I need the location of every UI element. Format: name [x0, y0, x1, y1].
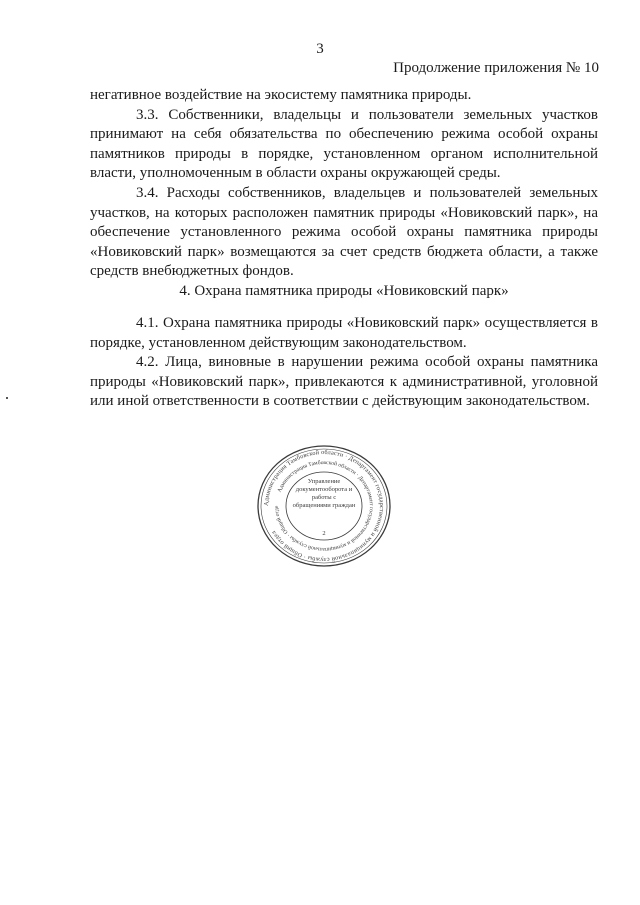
official-seal-stamp [254, 444, 394, 569]
section-4-title: 4. Охрана памятника природы «Новиковский парк» [179, 283, 509, 299]
annex-continuation-note: Продолжение приложения № 10 [393, 60, 599, 76]
paragraph-4-2: 4.2. Лица, виновные в нарушении режима особой охраны памятника природы «Новиковский парк», привлекаются к административной, уголовной или иной ответственности в соответствии с действующим законодательством. [90, 354, 598, 410]
margin-mark [6, 397, 8, 399]
section-4-text [90, 314, 598, 412]
page-number: 3 [316, 41, 324, 57]
paragraph-3-4: 3.4. Расходы собственников, владельцев и пользователей земельных участков, на которых расположен памятник природы «Новиковский парк», на обеспечение установленного режима особой охраны памятника природы «Новиковский парк» возмещаются за счет средств бюджета области, а также средств внебюджетных фондов. [90, 184, 598, 280]
paragraph-continuation: негативное воздействие на экосистему памятника природы. [90, 87, 472, 103]
seal-middle-text: Администрация Тамбовской области · Департамент государственной и муниципальной службы · Общий отде [273, 459, 375, 553]
paragraph-4-1: 4.1. Охрана памятника природы «Новиковский парк» осуществляется в порядке, установленном действующим законодательством. [90, 315, 598, 351]
seal-outer-text: Администрация Тамбовской области · Департамент государственной и муниципальной службы · Общий отдел [262, 448, 386, 564]
seal-number: 2 [322, 530, 326, 537]
seal-inner-text: Управление документооборота и работы с обращениями граждан [292, 478, 356, 509]
section-3-text [90, 86, 598, 282]
paragraph-3-3: 3.3. Собственники, владельцы и пользователи земельных участков принимают на себя обязательства по обеспечению режима особой охраны памятников природы в порядке, установленном органом исполнительной власти, уполномоченным в области охраны окружающей среды. [90, 106, 598, 182]
